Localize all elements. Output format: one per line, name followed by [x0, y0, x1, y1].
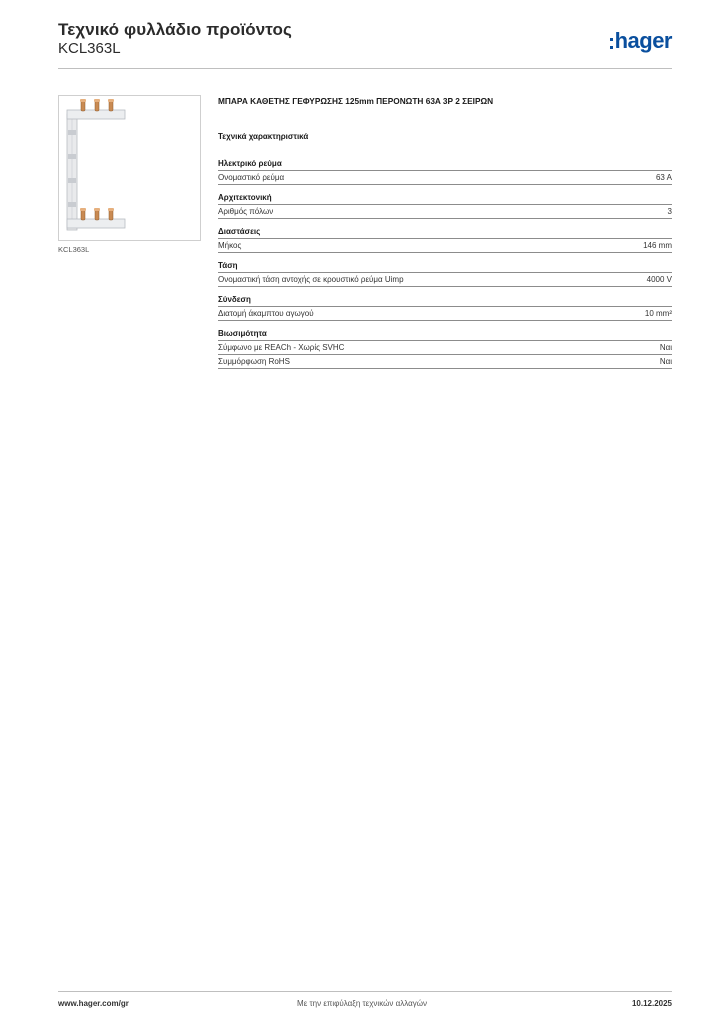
spec-group-dimensions: [218, 227, 672, 253]
spec-group-title: Διαστάσεις: [218, 227, 672, 239]
spec-group-title: Τάση: [218, 261, 672, 273]
spec-row: [218, 239, 672, 253]
spec-row: [218, 171, 672, 185]
hager-logo: [610, 28, 672, 54]
spec-group-architecture: [218, 193, 672, 219]
product-code: KCL363L: [58, 40, 121, 57]
spec-label: Σύμφωνο με REACh - Χωρίς SVHC: [218, 343, 345, 352]
footer-divider: [58, 991, 672, 992]
spec-group-connection: [218, 295, 672, 321]
spec-value: Ναι: [659, 357, 672, 366]
spec-value: 63 A: [655, 173, 672, 182]
spec-row: [218, 341, 672, 355]
spec-group-sustainability: [218, 329, 672, 369]
product-image-caption: KCL363L: [58, 245, 90, 254]
spec-label: Ονομαστικό ρεύμα: [218, 173, 285, 182]
spec-label: Μήκος: [218, 241, 242, 250]
spec-row: [218, 307, 672, 321]
spec-content: [218, 96, 672, 377]
spec-group-title: Αρχιτεκτονική: [218, 193, 672, 205]
spec-group-title: Βιωσιμότητα: [218, 329, 672, 341]
spec-label: Ονομαστική τάση αντοχής σε κρουστικό ρεύμα Uimp: [218, 275, 404, 284]
logo-dots-icon: [610, 38, 613, 49]
spec-label: Αριθμός πόλων: [218, 207, 274, 216]
product-image-frame: [58, 95, 201, 241]
spec-label: Συμμόρφωση RoHS: [218, 357, 290, 366]
footer-disclaimer: Με την επιφύλαξη τεχνικών αλλαγών: [297, 999, 427, 1008]
spec-value: 146 mm: [643, 241, 672, 250]
busbar-product-image: [59, 96, 200, 240]
spec-group-electrical: [218, 159, 672, 185]
spec-group-voltage: [218, 261, 672, 287]
spec-value: 4000 V: [646, 275, 672, 284]
footer-date: 10.12.2025: [631, 999, 672, 1008]
footer-website-link[interactable]: www.hager.com/gr: [58, 999, 129, 1008]
spec-label: Διατομή άκαμπτου αγωγού: [218, 309, 314, 318]
spec-value: 3: [667, 207, 672, 216]
spec-heading: Τεχνικά χαρακτηριστικά: [218, 132, 309, 141]
spec-value: Ναι: [659, 343, 672, 352]
spec-group-title: Ηλεκτρικό ρεύμα: [218, 159, 672, 171]
header-divider: [58, 68, 672, 69]
spec-value: 10 mm²: [644, 309, 672, 318]
spec-row: [218, 273, 672, 287]
spec-row: [218, 355, 672, 369]
product-name: ΜΠΑΡΑ ΚΑΘΕΤΗΣ ΓΕΦΥΡΩΣΗΣ 125mm ΠΕΡΟΝΩΤΗ 63A 3P 2 ΣΕΙΡΩΝ: [218, 96, 494, 106]
spec-group-title: Σύνδεση: [218, 295, 672, 307]
spec-row: [218, 205, 672, 219]
page-title: Τεχνικό φυλλάδιο προϊόντος: [58, 20, 292, 39]
logo-text: hager: [614, 28, 672, 53]
